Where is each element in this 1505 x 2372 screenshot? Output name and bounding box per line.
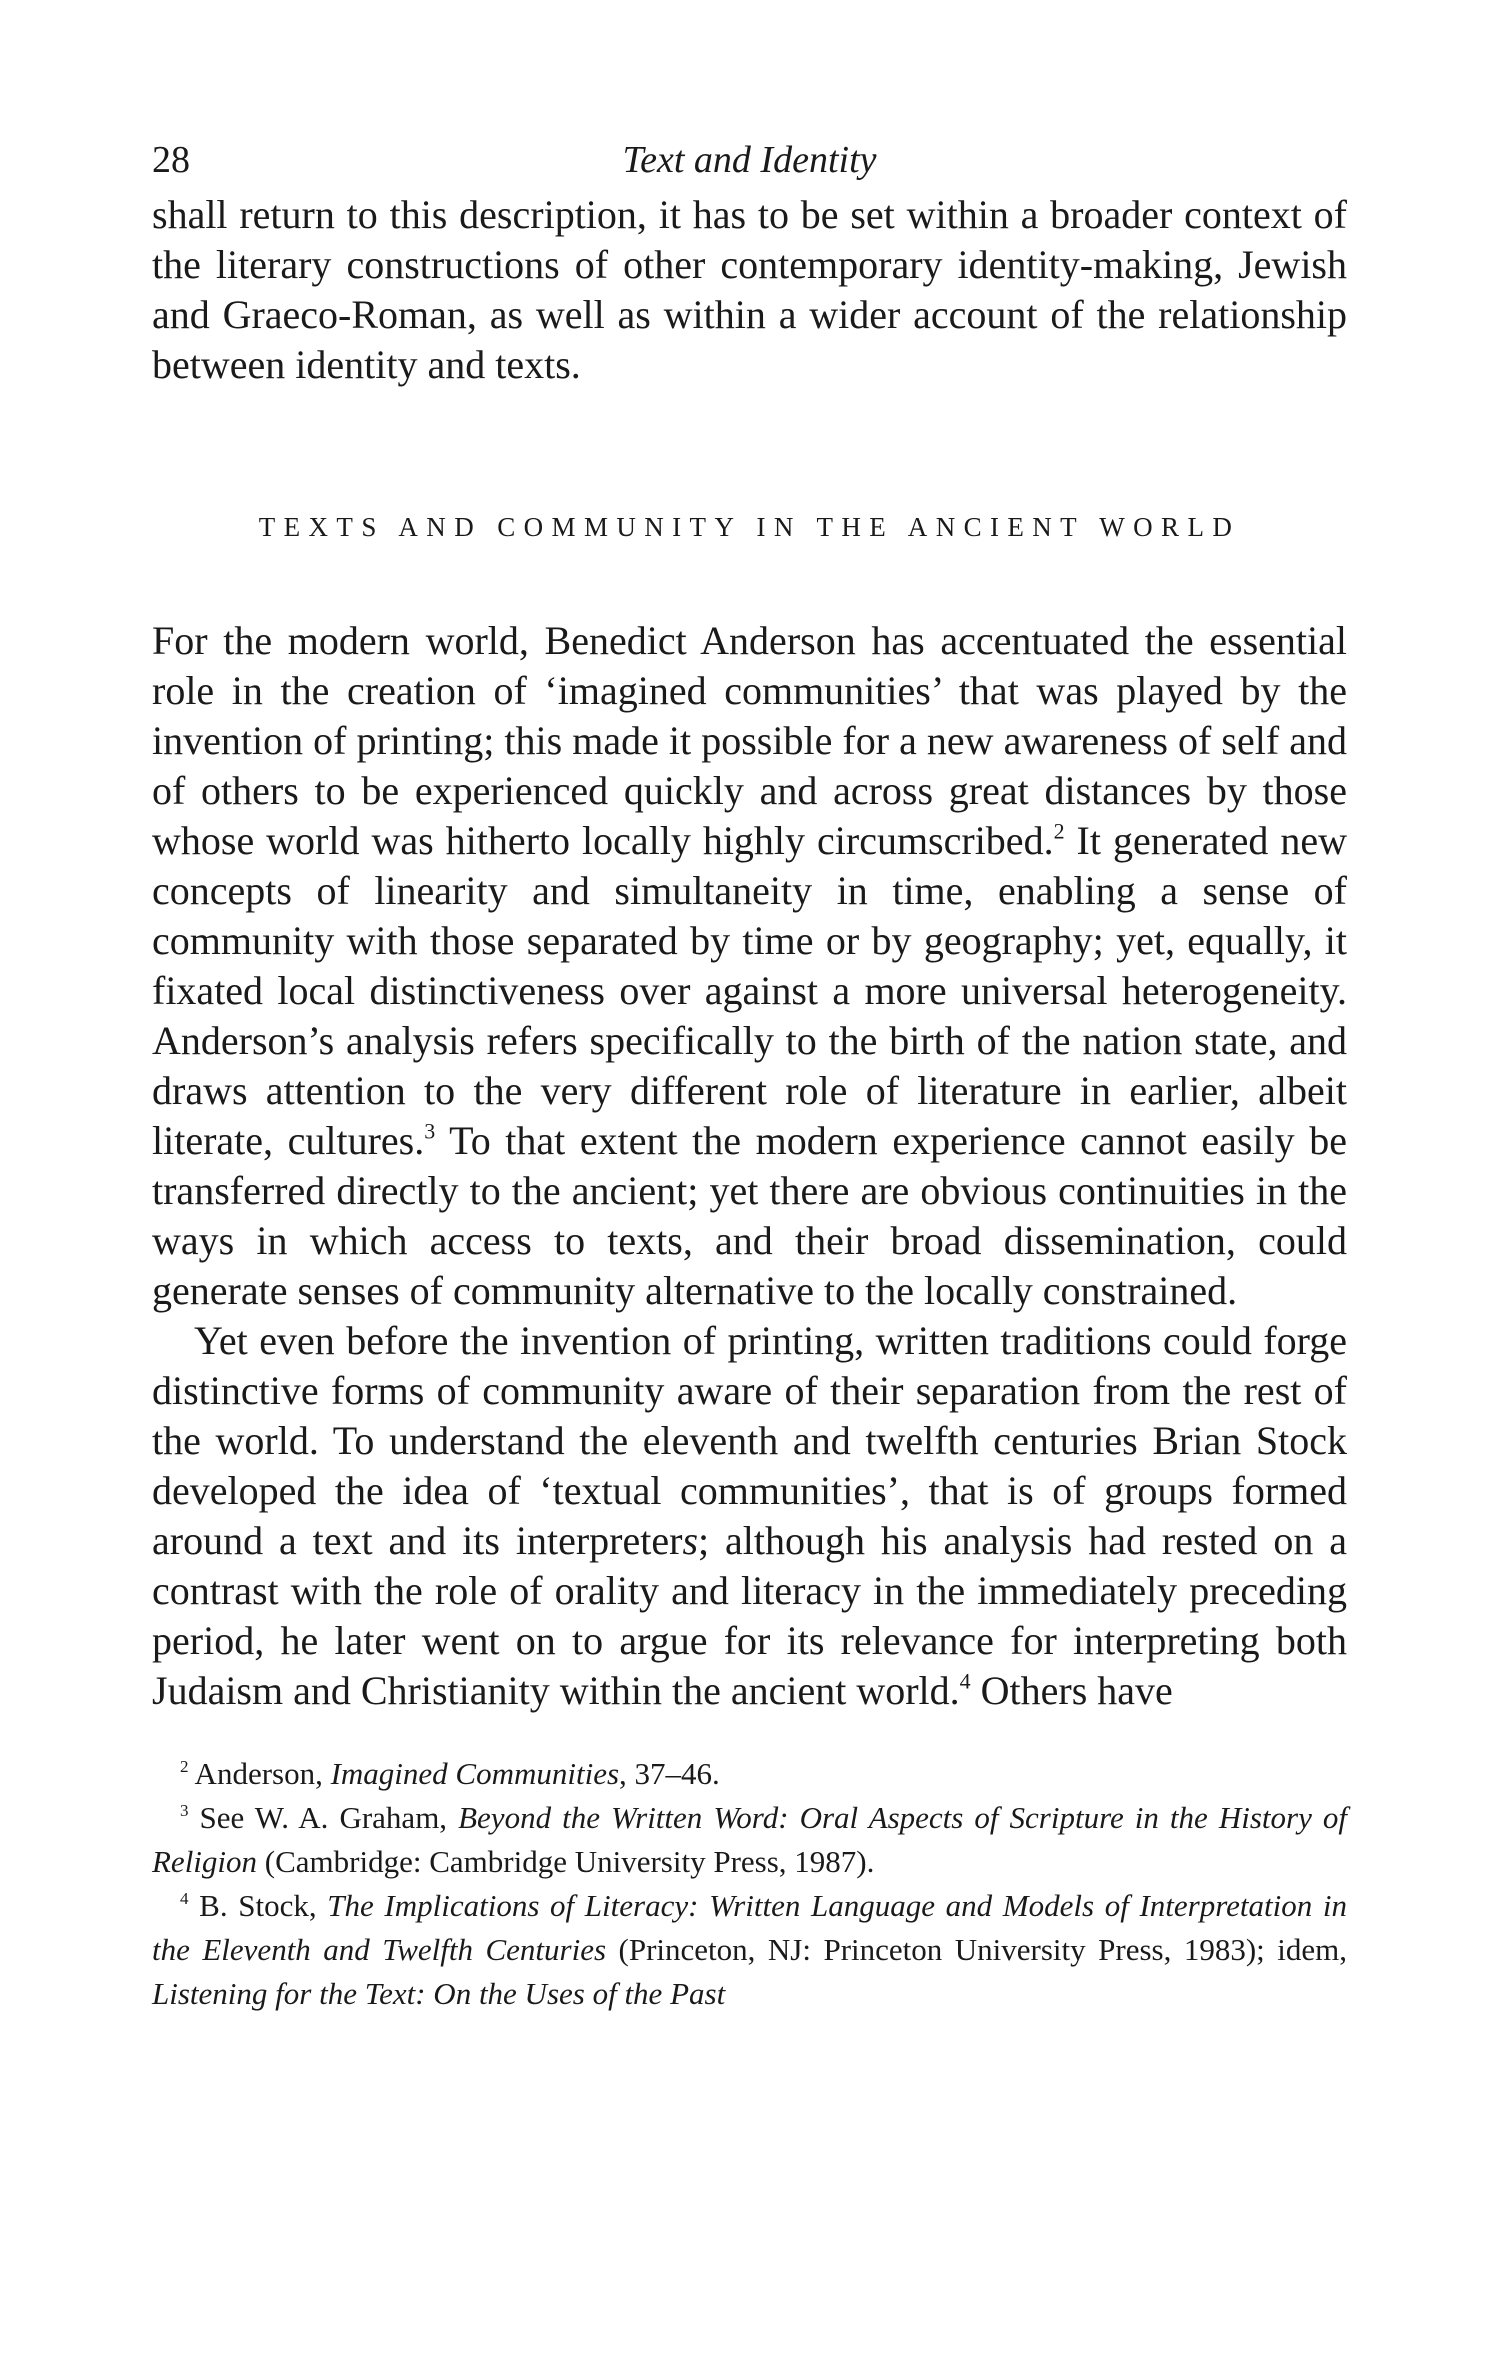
footnote-3: $^3$ See W. A. Graham, Beyond the Written Word: Oral Aspects of Scripture in the History of Religion (Cambridge: Cambridge University Press, 1987). [152, 1800, 1347, 1879]
paragraph-1: For the modern world, Benedict Anderson has accentuated the essential role in the creation of ‘imagined communities’ that was played by the invention of printing; this made it possible for a new awareness of self and of others to be experienced quickly and across great distances by those whose world was hitherto locally highly circumscribed.$^2$ It generated new concepts of linearity and simultaneity in time, enabling a sense of community with those separated by time or by geography; yet, equally, it fixated local distinctiveness over against a more universal heterogeneity. Anderson’s analysis refers specifically to the birth of the nation state, and draws attention to the very different role of literature in earlier, albeit literate, cultures.$^3$ To that extent the modern experience cannot easily be transferred directly to the ancient; yet there are obvious continuities in the ways in which access to texts, and their broad dissemination, could generate senses of community alternative to the locally constrained. [152, 618, 1347, 1313]
page-number: 28 [152, 139, 190, 181]
footnote-ref-2[interactable]: 2 [1053, 818, 1065, 844]
footnote-ref-4[interactable]: 4 [959, 1668, 971, 1694]
body-text [152, 190, 1347, 1716]
book-page [152, 130, 1347, 2016]
footnote-2: $^2$ Anderson, Imagined Communities, 37–46. [180, 1756, 720, 1791]
intro-paragraph: shall return to this description, it has to be set within a broader context of the literary constructions of other contemporary identity-making, Jewish and Graeco-Roman, as well as within a wider account of the relationship between identity and texts. [152, 192, 1347, 387]
section-heading: TEXTS AND COMMUNITY IN THE ANCIENT WORLD [258, 512, 1241, 542]
footnote-ref-3[interactable]: 3 [424, 1118, 436, 1144]
running-title: Text and Identity [622, 139, 877, 181]
footnote-4: $^4$ B. Stock, The Implications of Literacy: Written Language and Models of Interpretation in the Eleventh and Twelfth Centuries (Princeton, NJ: Princeton University Press, 1983); idem, Listening for the Text: On the Uses of the Past [152, 1888, 1347, 2011]
running-head [152, 130, 1347, 190]
footnotes [152, 1752, 1347, 2016]
paragraph-2: Yet even before the invention of printing, written traditions could forge distinctive forms of community aware of their separation from the rest of the world. To understand the eleventh and twelfth centuries Brian Stock developed the idea of ‘textual communities’, that is of groups formed around a text and its interpreters; although his analysis had rested on a contrast with the role of orality and literacy in the immediately preceding period, he later went on to argue for its relevance for interpreting both Judaism and Christianity within the ancient world.$^4$ Others have [152, 1318, 1347, 1713]
